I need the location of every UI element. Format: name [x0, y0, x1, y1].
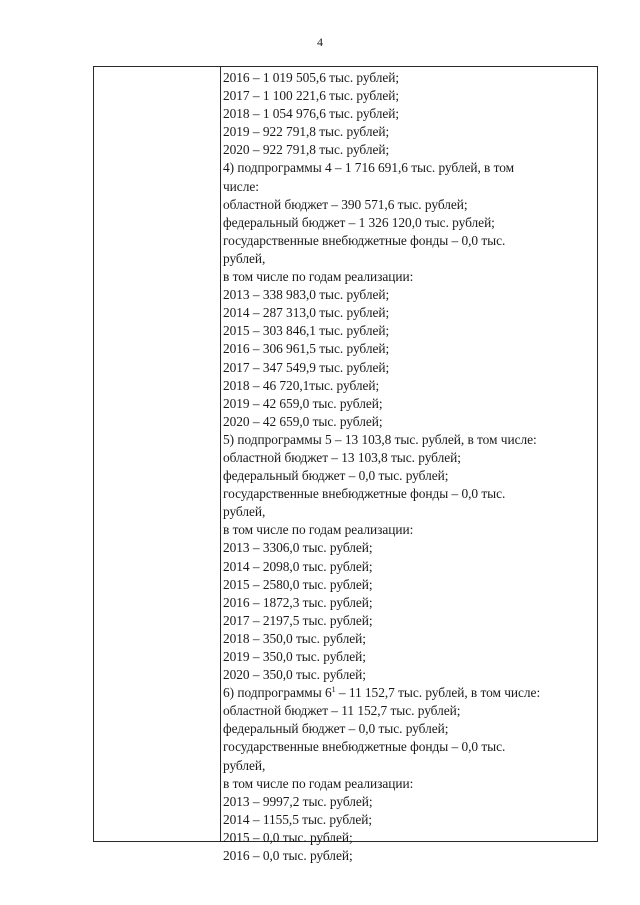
text-line: 2015 – 0,0 тыс. рублей;	[223, 829, 353, 845]
text-line: 2020 – 42 659,0 тыс. рублей;	[223, 413, 383, 429]
page-number: 4	[317, 35, 323, 49]
text-line: 2019 – 42 659,0 тыс. рублей;	[223, 395, 383, 411]
text-line: 2017 – 1 100 221,6 тыс. рублей;	[223, 88, 400, 104]
text-line: 2016 – 1872,3 тыс. рублей;	[223, 594, 373, 610]
text-line: 2018 – 1 054 976,6 тыс. рублей;	[223, 106, 400, 122]
text-line: 2014 – 2098,0 тыс. рублей;	[223, 558, 373, 574]
text-line: 2013 – 9997,2 тыс. рублей;	[223, 793, 373, 809]
text-line: 5) подпрограммы 5 – 13 103,8 тыс. рублей, в том числе:	[223, 431, 537, 447]
text-line: 2016 – 0,0 тыс. рублей;	[223, 848, 353, 864]
text-line: областной бюджет – 390 571,6 тыс. рублей;	[223, 196, 468, 212]
text-line: 2018 – 350,0 тыс. рублей;	[223, 630, 366, 646]
text-line: 2014 – 1155,5 тыс. рублей;	[223, 811, 373, 827]
text-line: в том числе по годам реализации:	[223, 522, 414, 538]
text-line: 4) подпрограммы 4 – 1 716 691,6 тыс. рублей, в том	[223, 160, 515, 176]
text-line: 2015 – 303 846,1 тыс. рублей;	[223, 323, 390, 339]
text-line: федеральный бюджет – 0,0 тыс. рублей;	[223, 468, 449, 484]
text-line: в том числе по годам реализации:	[223, 269, 414, 285]
text-line: 2013 – 338 983,0 тыс. рублей;	[223, 287, 390, 303]
text-line: 2019 – 922 791,8 тыс. рублей;	[223, 124, 390, 140]
text-line: 2020 – 350,0 тыс. рублей;	[223, 667, 366, 683]
text-line: 2018 – 46 720,1тыс. рублей;	[223, 377, 380, 393]
text-line	[223, 684, 597, 702]
line-text: 6) подпрограммы 6	[223, 685, 332, 701]
text-line: 2015 – 2580,0 тыс. рублей;	[223, 576, 373, 592]
text-line: областной бюджет – 13 103,8 тыс. рублей;	[223, 449, 461, 465]
text-line: 2017 – 347 549,9 тыс. рублей;	[223, 359, 390, 375]
document-table	[93, 66, 598, 864]
line-text-continued: – 11 152,7 тыс. рублей, в том числе:	[335, 685, 541, 701]
text-line: государственные внебюджетные фонды – 0,0 тыс.	[223, 486, 506, 502]
text-line: рублей,	[223, 757, 266, 773]
text-line: областной бюджет – 11 152,7 тыс. рублей;	[223, 703, 461, 719]
text-line: числе:	[223, 178, 259, 194]
text-line: государственные внебюджетные фонды – 0,0 тыс.	[223, 232, 506, 248]
text-line: 2019 – 350,0 тыс. рублей;	[223, 649, 366, 664]
text-line: 2017 – 2197,5 тыс. рублей;	[223, 612, 373, 628]
text-line: 2014 – 287 313,0 тыс. рублей;	[223, 305, 390, 321]
superscript: 1	[331, 685, 336, 695]
text-line: государственные внебюджетные фонды – 0,0 тыс.	[223, 739, 506, 755]
text-line: 2016 – 1 019 505,6 тыс. рублей;	[223, 70, 400, 85]
text-line: 2013 – 3306,0 тыс. рублей;	[223, 540, 373, 556]
text-line: федеральный бюджет – 1 326 120,0 тыс. рублей;	[223, 214, 495, 230]
text-line: 2020 – 922 791,8 тыс. рублей;	[223, 142, 390, 158]
text-line: 2016 – 306 961,5 тыс. рублей;	[223, 341, 390, 357]
text-line: в том числе по годам реализации:	[223, 775, 414, 791]
text-line: рублей,	[223, 250, 266, 266]
content-cell	[220, 67, 597, 865]
text-line: федеральный бюджет – 0,0 тыс. рублей;	[223, 721, 449, 737]
text-line: рублей,	[223, 504, 266, 520]
